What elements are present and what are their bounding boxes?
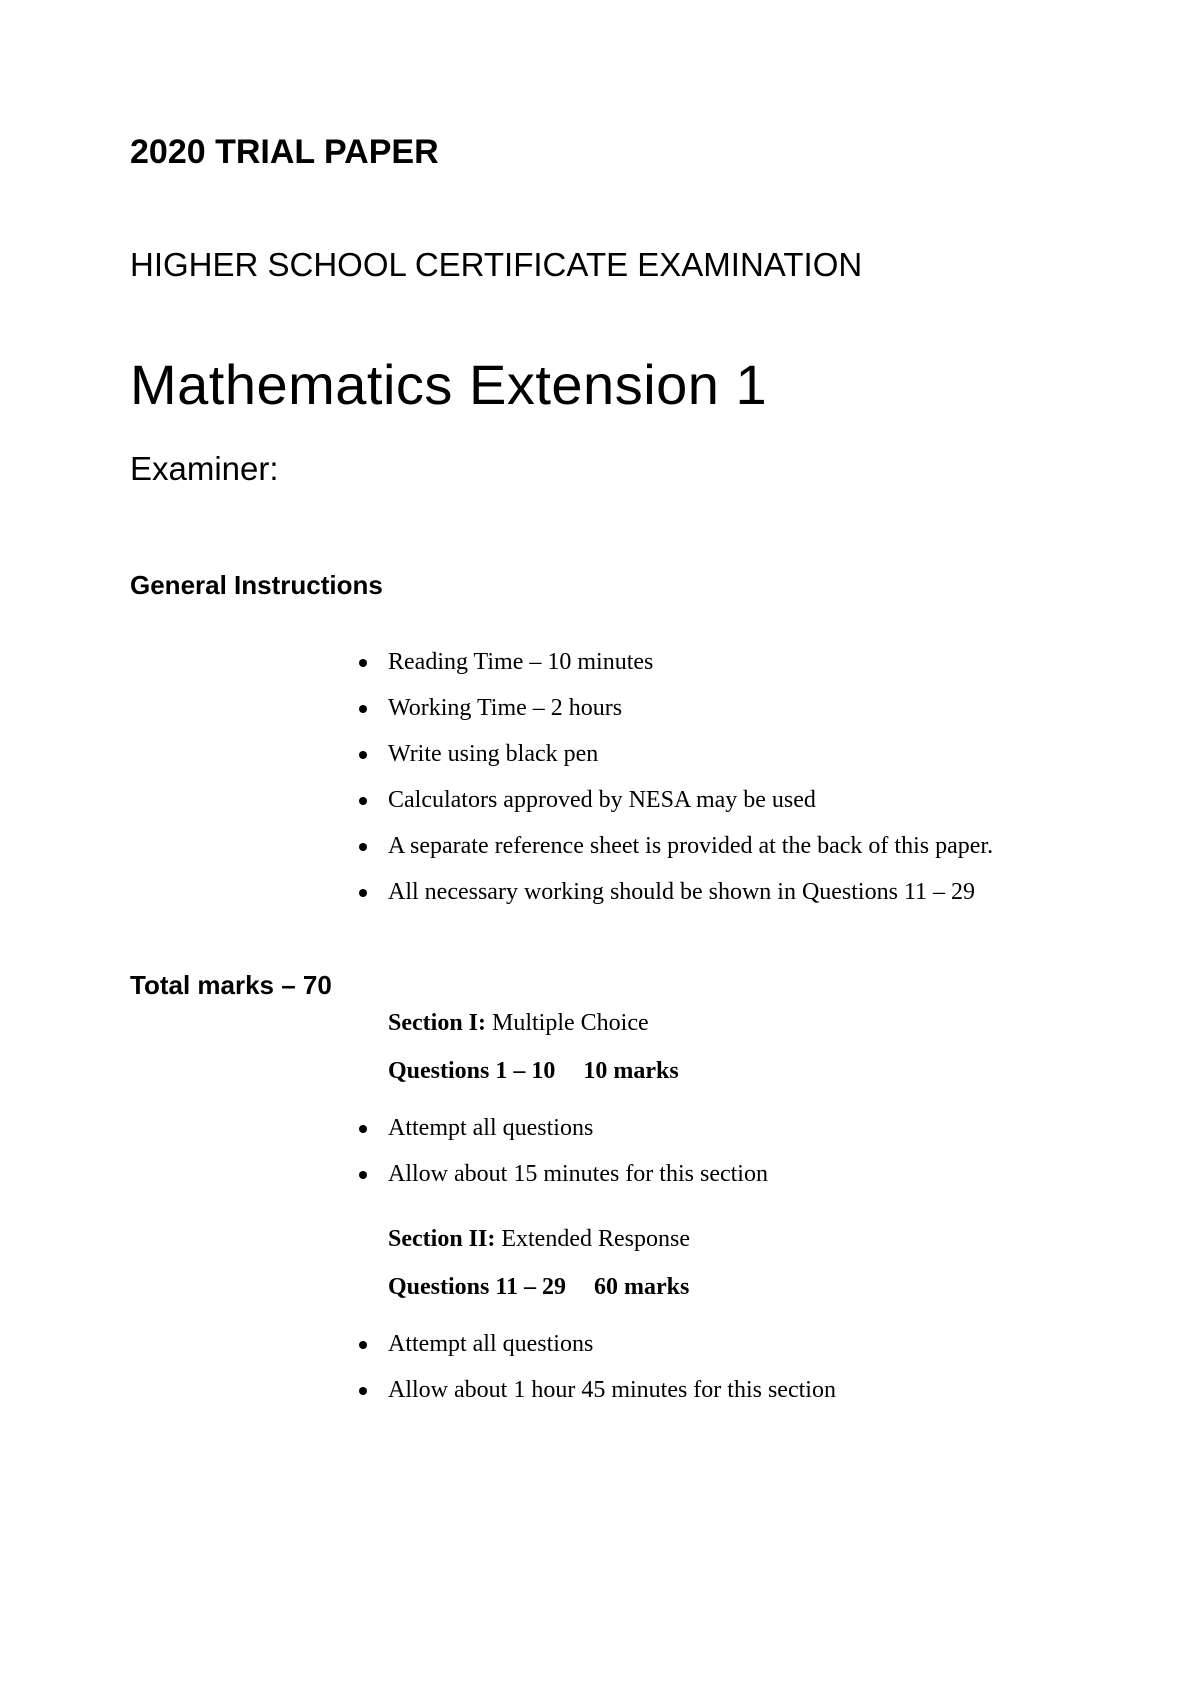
list-item: Attempt all questions xyxy=(388,1114,768,1142)
section1-label: Section I: xyxy=(388,1010,486,1036)
list-item: Allow about 1 hour 45 minutes for this section xyxy=(388,1376,836,1404)
section2-title-line xyxy=(388,1226,690,1253)
list-item: All necessary working should be shown in Questions 11 – 29 xyxy=(388,878,993,906)
list-item: A separate reference sheet is provided at the back of this paper. xyxy=(388,832,993,860)
section1-bullets xyxy=(388,1114,768,1206)
section2-title: Extended Response xyxy=(501,1226,690,1252)
section2-marks: 60 marks xyxy=(594,1274,690,1300)
section1-title-line xyxy=(388,1010,649,1037)
subject-title: Mathematics Extension 1 xyxy=(130,353,768,416)
list-item: Allow about 15 minutes for this section xyxy=(388,1160,768,1188)
bullet-icon xyxy=(359,705,367,713)
section2-questions-line xyxy=(388,1274,689,1301)
trial-paper-title: 2020 TRIAL PAPER xyxy=(130,133,439,171)
list-item: Attempt all questions xyxy=(388,1330,836,1358)
bullet-icon xyxy=(359,751,367,759)
bullet-icon xyxy=(359,1387,367,1395)
general-instructions-list xyxy=(388,648,993,924)
bullet-icon xyxy=(359,889,367,897)
section1-title: Multiple Choice xyxy=(492,1010,649,1036)
list-item: Working Time – 2 hours xyxy=(388,694,993,722)
examiner-label: Examiner: xyxy=(130,450,279,487)
bullet-icon xyxy=(359,1171,367,1179)
general-instructions-heading: General Instructions xyxy=(130,570,383,600)
exam-name: HIGHER SCHOOL CERTIFICATE EXAMINATION xyxy=(130,246,863,283)
list-item: Reading Time – 10 minutes xyxy=(388,648,993,676)
list-item: Write using black pen xyxy=(388,740,993,768)
section2-label: Section II: xyxy=(388,1226,496,1252)
section1-questions-line xyxy=(388,1058,679,1085)
section2-bullets xyxy=(388,1330,836,1422)
section1-marks: 10 marks xyxy=(583,1058,679,1084)
bullet-icon xyxy=(359,659,367,667)
total-marks-heading: Total marks – 70 xyxy=(130,970,332,1000)
bullet-icon xyxy=(359,843,367,851)
bullet-icon xyxy=(359,797,367,805)
bullet-icon xyxy=(359,1125,367,1133)
section2-questions: Questions 11 – 29 xyxy=(388,1274,567,1300)
bullet-icon xyxy=(359,1341,367,1349)
section1-questions: Questions 1 – 10 xyxy=(388,1058,556,1084)
list-item: Calculators approved by NESA may be used xyxy=(388,786,993,814)
